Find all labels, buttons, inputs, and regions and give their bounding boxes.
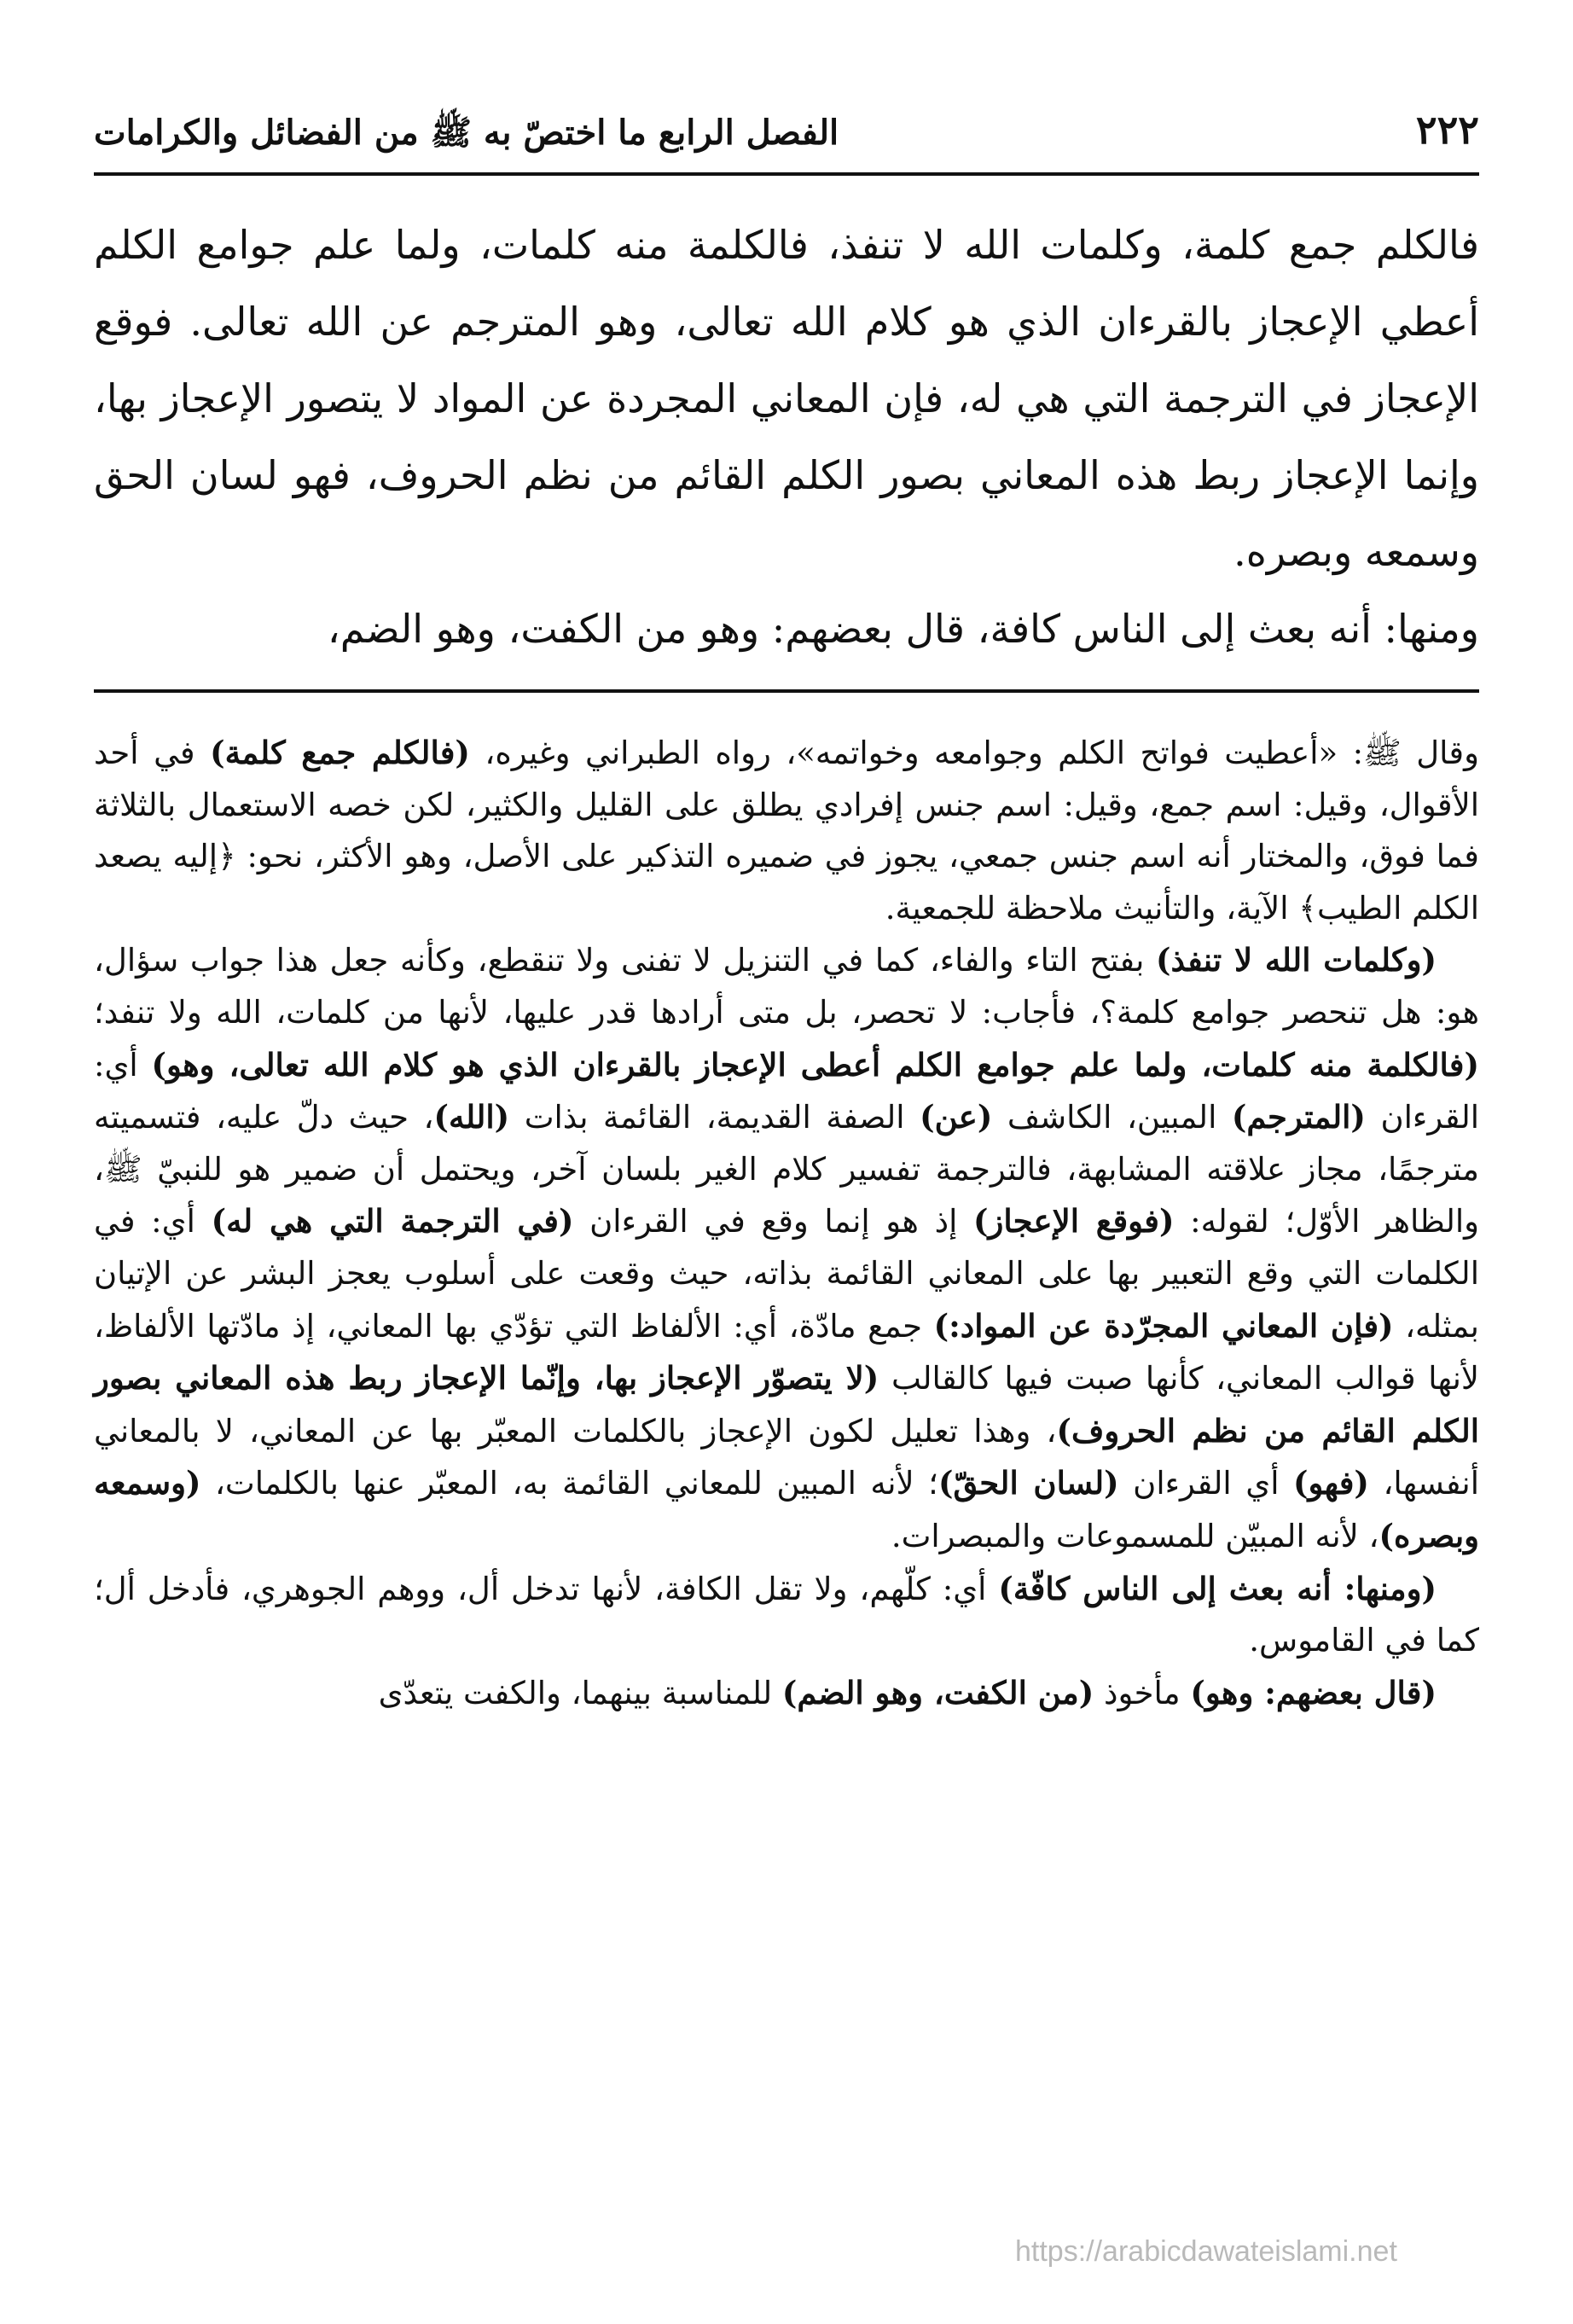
commentary-text: وقال ﷺ: «أعطيت فواتح الكلم وجوامعه وخواتمه»، رواه الطبراني وغيره، [469, 735, 1479, 771]
quoted-text: (فالكلم جمع كلمة) [210, 734, 470, 771]
quoted-text: (لسان الحقّ) [937, 1464, 1119, 1502]
quoted-text: (وسمعه وبصره) [94, 1464, 1479, 1554]
header-divider [94, 172, 1479, 176]
commentary-text: أي: في الكلمات التي وقع التعبير بها على المعاني القائمة بذاته، حيث وقعت على أسلوب يعجز البشر عن الإتيان بمثله، [94, 1203, 1479, 1345]
commentary-text: ، وهذا تعليل لكون الإعجاز بالكلمات المعبّر بها عن المعاني، لا بالمعاني أنفسها، [94, 1412, 1480, 1502]
quoted-text: (فإن المعاني المجرّدة عن المواد:) [933, 1306, 1394, 1345]
main-text-paragraph: فالكلم جمع كلمة، وكلمات الله لا تنفذ، فالكلمة منه كلمات، ولما علم جوامع الكلم أعطي الإعجاز بالقرءان الذي هو كلام الله تعالى، وهو المترجم عن الله تعالى. فوقع الإعجاز في الترجمة التي هي له، فإن المعاني المجردة عن المواد لا يتصور الإعجاز بها، وإنما الإعجاز ربط هذه المعاني بصور الكلم القائم من نظم الحروف، فهو لسان الحق وسمعه وبصره. [94, 222, 1480, 575]
commentary-text: إذ هو إنما وقع في القرءان [573, 1203, 974, 1240]
commentary-paragraph [94, 727, 1479, 934]
quoted-text: (فالكلمة منه كلمات، ولما علم جوامع الكلم أعطى الإعجاز بالقرءان الذي هو كلام الله تعالى، وهو) [151, 1045, 1479, 1084]
chapter-title: الفصل الرابع ما اختصّ به ﷺ من الفضائل والكرامات [94, 113, 839, 153]
quoted-text: (وكلمات الله لا تنفذ) [1156, 941, 1437, 979]
commentary-text: جمع مادّة، أي: الألفاظ التي تؤدّي بها المعاني، إذ مادّتها الألفاظ، لأنها قوالب المعاني، كأنها صبت فيها كالقالب [94, 1307, 1479, 1397]
commentary-text: مأخوذ [1094, 1674, 1191, 1711]
page-header [94, 94, 1479, 152]
quoted-text: (فهو) [1293, 1464, 1369, 1502]
commentary-text: أي: كلّهم، ولا تقل الكافة، لأنها تدخل أل، ووهم الجوهري، فأدخل أل؛ كما في القاموس. [94, 1570, 1479, 1659]
commentary-paragraph [94, 934, 1479, 1562]
quoted-text: (لا يتصوّر الإعجاز بها، وإنّما الإعجاز ربط هذه المعاني بصور الكلم القائم من نظم الحروف) [94, 1359, 1479, 1450]
watermark-url: https://arabicdawateislami.net [1015, 2235, 1397, 2268]
book-page [94, 94, 1479, 2324]
quoted-text: (من الكفت، وهو الضم) [781, 1673, 1094, 1711]
commentary-divider [94, 689, 1479, 693]
quoted-text: (فوقع الإعجاز) [973, 1202, 1175, 1240]
commentary-text: ، حيث دلّ عليه، فتسميته مترجمًا، مجاز علاقته المشابهة، فالترجمة تفسير كلام الغير بلسان آخر، ويحتمل أن ضمير هو للنبيّ ﷺ، والظاهر الأوّل؛ لقوله: [94, 1099, 1480, 1240]
commentary [94, 727, 1479, 1719]
commentary-paragraph [94, 1667, 1479, 1720]
commentary-text: بفتح التاء والفاء، كما في التنزيل لا تفنى ولا تنقطع، وكأنه جعل هذا جواب سؤال، هو: هل تنحصر جوامع كلمة؟، فأجاب: لا تحصر، بل متى أرادها قدر عليها، لأنها من كلمات، الله ولا تنفد؛ [94, 942, 1479, 1031]
commentary-paragraph [94, 1563, 1479, 1667]
commentary-text: في أحد الأقوال، وقيل: اسم جمع، وقيل: اسم جنس إفرادي يطلق على القليل والكثير، لكن خصه الاستعمال بالثلاثة فما فوق، والمختار أنه اسم جنس جمعي، يجوز في ضميره التذكير على الأصل، وهو الأكثر، نحو: ﴿إليه يصعد الكلم الطيب﴾ الآية، والتأنيث ملاحظة للجمعية. [94, 735, 1479, 927]
quoted-text: (عن) [920, 1098, 993, 1136]
page-number: ٢٢٢ [1415, 107, 1479, 154]
commentary-text: للمناسبة بينهما، والكفت يتعدّى [378, 1674, 782, 1711]
quoted-text: (المترجم) [1231, 1098, 1366, 1136]
quoted-text: (قال بعضهم: وهو) [1190, 1673, 1437, 1711]
quoted-text: (في الترجمة التي هي له) [211, 1202, 574, 1240]
commentary-text: أي القرءان [1118, 1465, 1294, 1502]
commentary-text: الصفة القديمة، القائمة بذات [509, 1099, 920, 1136]
main-text [94, 206, 1479, 667]
quoted-text: (ومنها: أنه بعث إلى الناس كافّة) [998, 1569, 1437, 1607]
main-text-paragraph: ومنها: أنه بعث إلى الناس كافة، قال بعضهم: وهو من الكفت، وهو الضم، [327, 606, 1479, 652]
commentary-text: أي: القرءان [94, 1046, 1480, 1136]
commentary-text: ؛ لأنه المبين للمعاني القائمة به، المعبّر عنها بالكلمات، [200, 1465, 938, 1502]
commentary-text: المبين، الكاشف [992, 1099, 1232, 1136]
commentary-text: ، لأنه المبيّن للمسموعات والمبصرات. [891, 1517, 1379, 1554]
quoted-text: (الله) [433, 1098, 510, 1136]
